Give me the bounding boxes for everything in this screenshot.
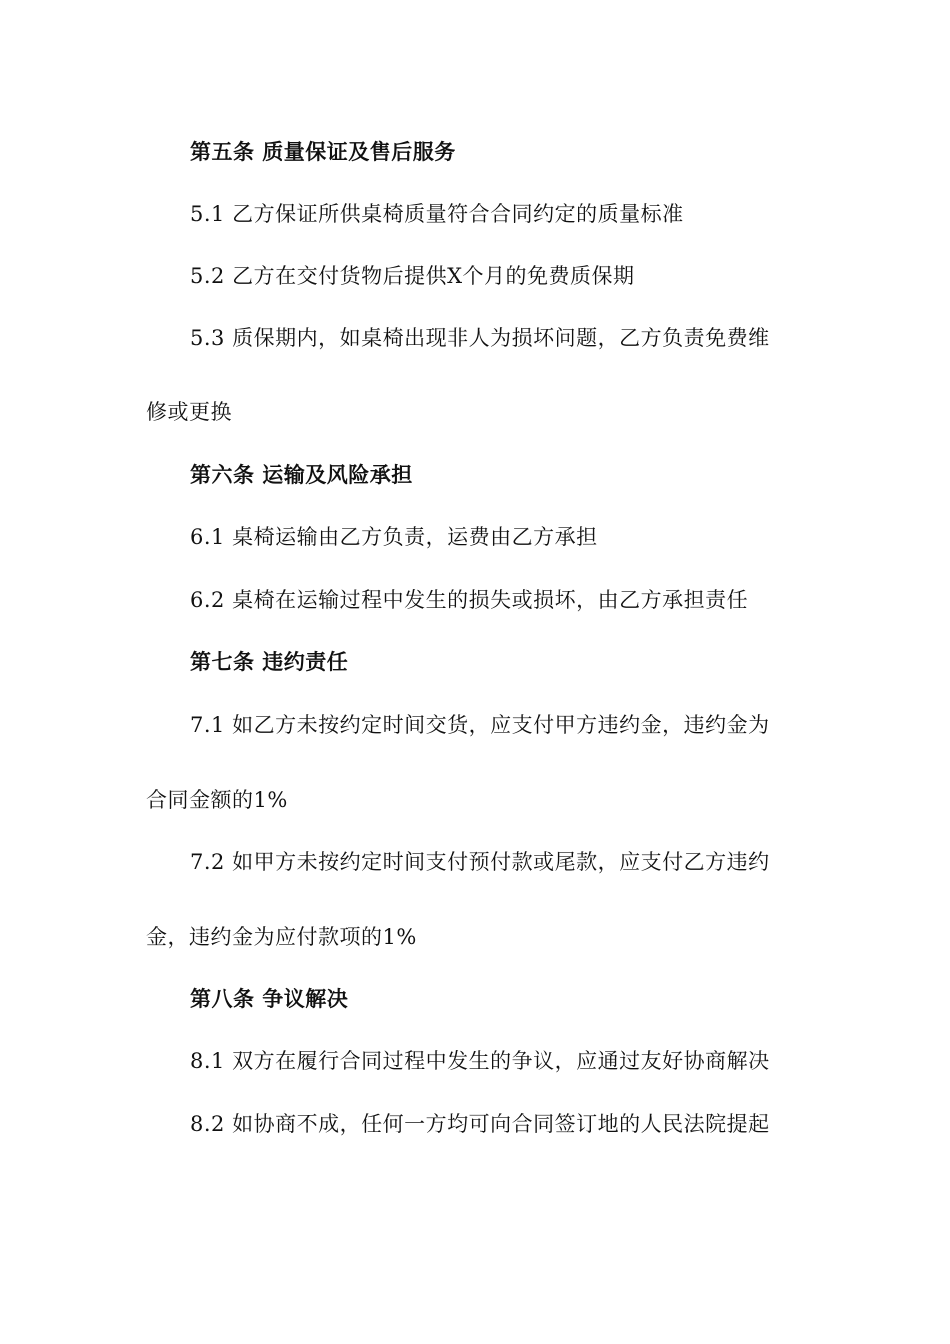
section-heading-7: 第七条 违约责任 xyxy=(190,650,349,674)
clause-7-2: 7.2 如甲方未按约定时间支付预付款或尾款，应支付乙方违约 xyxy=(190,850,770,874)
clause-7-1: 7.1 如乙方未按约定时间交货，应支付甲方违约金，违约金为 xyxy=(190,713,770,737)
clause-7-2-continuation: 金，违约金为应付款项的1% xyxy=(146,925,417,949)
section-heading-5: 第五条 质量保证及售后服务 xyxy=(190,140,456,164)
clause-8-2: 8.2 如协商不成，任何一方均可向合同签订地的人民法院提起 xyxy=(190,1112,770,1136)
clause-8-1: 8.1 双方在履行合同过程中发生的争议，应通过友好协商解决 xyxy=(190,1049,770,1073)
clause-7-1-continuation: 合同金额的1% xyxy=(146,788,288,812)
section-heading-8: 第八条 争议解决 xyxy=(190,987,349,1011)
clause-5-2: 5.2 乙方在交付货物后提供X个月的免费质保期 xyxy=(190,264,635,288)
clause-5-3: 5.3 质保期内，如桌椅出现非人为损坏问题，乙方负责免费维 xyxy=(190,326,770,350)
section-heading-6: 第六条 运输及风险承担 xyxy=(190,463,413,487)
clause-5-3-continuation: 修或更换 xyxy=(146,400,232,424)
clause-6-2: 6.2 桌椅在运输过程中发生的损失或损坏，由乙方承担责任 xyxy=(190,588,749,612)
clause-5-1: 5.1 乙方保证所供桌椅质量符合合同约定的质量标准 xyxy=(190,202,684,226)
clause-6-1: 6.1 桌椅运输由乙方负责，运费由乙方承担 xyxy=(190,525,598,549)
